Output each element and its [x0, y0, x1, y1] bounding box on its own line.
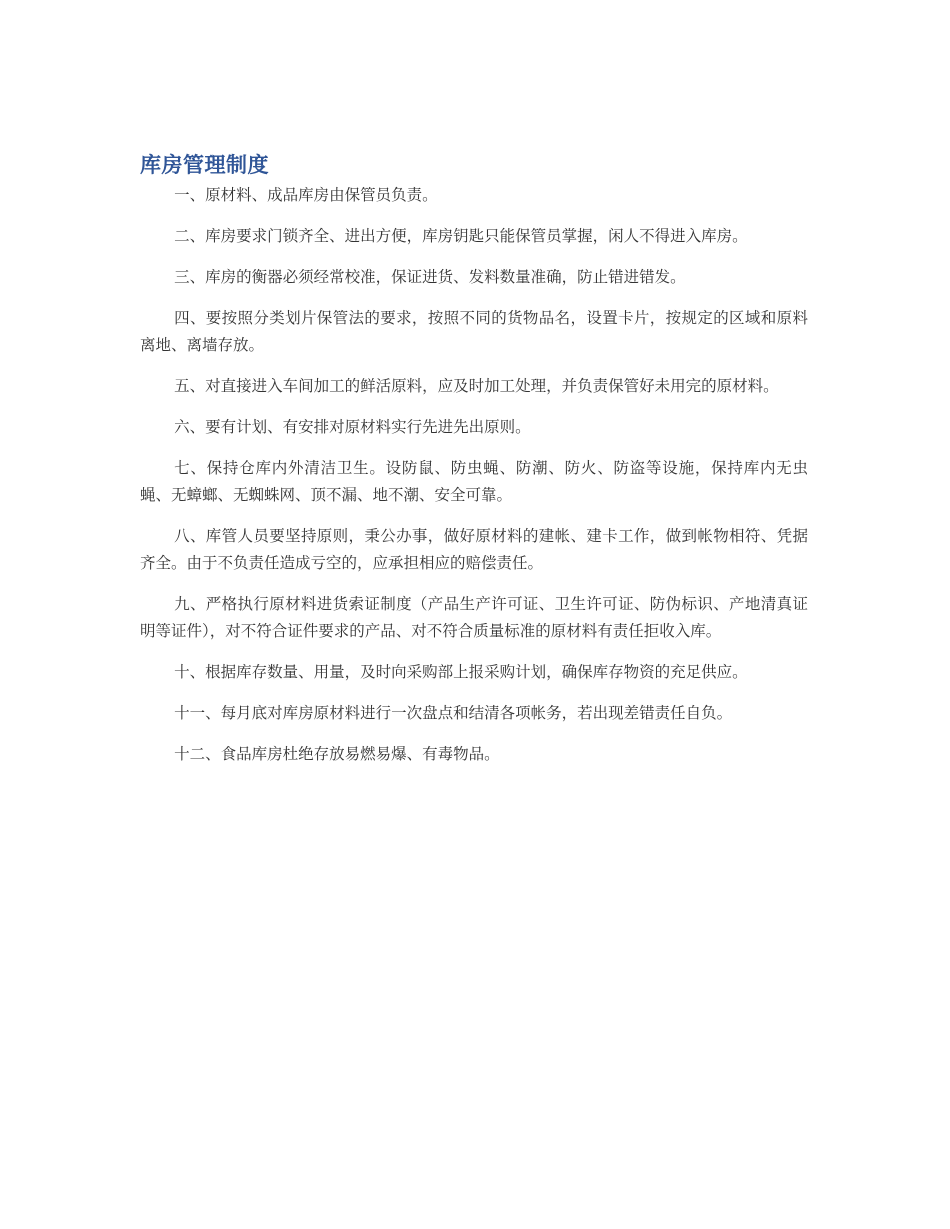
- paragraph-1: 一、原材料、成品库房由保管员负责。: [174, 186, 438, 204]
- paragraph-4: 四、要按照分类划片保管法的要求，按照不同的货物品名，设置卡片，按规定的区域和原料离地、离墙存放。: [140, 309, 808, 354]
- paragraph-11: 十一、每月底对库房原材料进行一次盘点和结清各项帐务，若出现差错责任自负。: [174, 704, 733, 722]
- document-page: [140, 150, 808, 768]
- paragraph-5: 五、对直接进入车间加工的鲜活原料，应及时加工处理，并负责保管好未用完的原材料。: [174, 377, 779, 395]
- document-title: 库房管理制度: [140, 153, 269, 177]
- paragraph-8: 八、库管人员要坚持原则，秉公办事，做好原材料的建帐、建卡工作，做到帐物相符、凭据齐全。由于不负责任造成亏空的，应承担相应的赔偿责任。: [140, 527, 808, 572]
- paragraph-9: 九、严格执行原材料进货索证制度（产品生产许可证、卫生许可证、防伪标识、产地清真证明等证件），对不符合证件要求的产品、对不符合质量标准的原材料有责任拒收入库。: [140, 595, 808, 640]
- paragraph-7: 七、保持仓库内外清洁卫生。设防鼠、防虫蝇、防潮、防火、防盗等设施，保持库内无虫蝇、无蟑螂、无蜘蛛网、顶不漏、地不潮、安全可靠。: [140, 459, 808, 504]
- paragraph-3: 三、库房的衡器必须经常校准，保证进货、发料数量准确，防止错进错发。: [174, 268, 686, 286]
- paragraph-10: 十、根据库存数量、用量，及时向采购部上报采购计划，确保库存物资的充足供应。: [174, 663, 748, 681]
- paragraph-6: 六、要有计划、有安排对原材料实行先进先出原则。: [174, 418, 531, 436]
- paragraph-12: 十二、食品库房杜绝存放易燃易爆、有毒物品。: [174, 745, 500, 763]
- paragraph-2: 二、库房要求门锁齐全、进出方便，库房钥匙只能保管员掌握，闲人不得进入库房。: [174, 227, 748, 245]
